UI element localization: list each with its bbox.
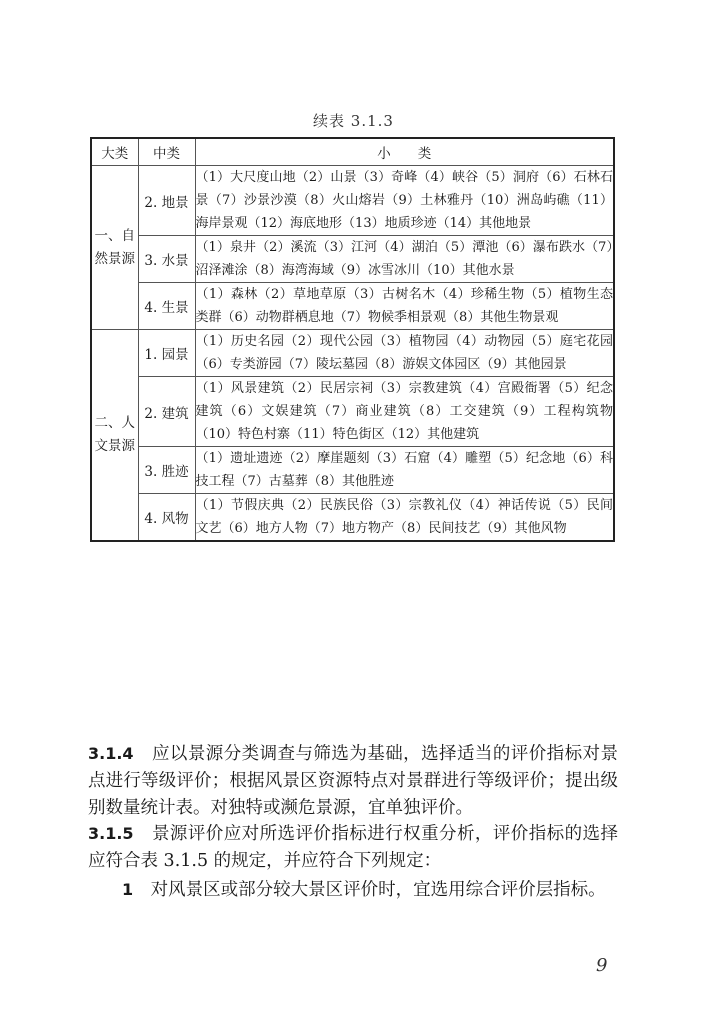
- clause-number: 3.1.5: [88, 824, 134, 843]
- header-minor: 小 类: [195, 138, 614, 166]
- minor-categories: （1）节假庆典（2）民族民俗（3）宗教礼仪（4）神话传说（5）民间文艺（6）地方人物（7）地方物产（8）民间技艺（9）其他风物: [195, 494, 614, 542]
- mid-category: 3. 胜迹: [138, 447, 195, 494]
- mid-category: 2. 建筑: [138, 377, 195, 447]
- table-row: [91, 494, 614, 542]
- major-category-natural: 一、自然景源: [91, 166, 138, 330]
- mid-category: 4. 生景: [138, 283, 195, 330]
- clause-item-1: [88, 876, 618, 904]
- clause-number: 3.1.4: [88, 744, 134, 763]
- header-mid: 中类: [138, 138, 195, 166]
- table-row: [91, 166, 614, 236]
- item-number: 1: [122, 880, 134, 899]
- minor-categories: （1）泉井（2）溪流（3）江河（4）湖泊（5）潭池（6）瀑布跌水（7）沼泽滩涂（8）海湾海域（9）冰雪冰川（10）其他水景: [195, 236, 614, 283]
- minor-categories: （1）森林（2）草地草原（3）古树名木（4）珍稀生物（5）植物生态类群（6）动物群栖息地（7）物候季相景观（8）其他生物景观: [195, 283, 614, 330]
- table-row: [91, 330, 614, 377]
- table-row: [91, 447, 614, 494]
- major-category-cultural: 二、人文景源: [91, 330, 138, 542]
- table-row: [91, 236, 614, 283]
- minor-categories: （1）历史名园（2）现代公园（3）植物园（4）动物园（5）庭宅花园（6）专类游园（7）陵坛墓园（8）游娱文体园区（9）其他园景: [195, 330, 614, 377]
- table-row: [91, 377, 614, 447]
- mid-category: 1. 园景: [138, 330, 195, 377]
- page-number: 9: [596, 955, 608, 976]
- minor-categories: （1）风景建筑（2）民居宗祠（3）宗教建筑（4）宫殿衙署（5）纪念建筑（6）文娱建筑（7）商业建筑（8）工交建筑（9）工程构筑物（10）特色村寨（11）特色街区（12）其他建筑: [195, 377, 614, 447]
- table-caption: 续表 3.1.3: [313, 112, 394, 130]
- mid-category: 3. 水景: [138, 236, 195, 283]
- clause-3-1-5: [88, 820, 618, 875]
- header-major: 大类: [91, 138, 138, 166]
- clause-text: 景源评价应对所选评价指标进行权重分析，评价指标的选择应符合表 3.1.5 的规定，并应符合下列规定：: [88, 824, 619, 871]
- minor-categories: （1）遗址遗迹（2）摩崖题刻（3）石窟（4）雕塑（5）纪念地（6）科技工程（7）古墓葬（8）其他胜迹: [195, 447, 614, 494]
- item-text: 对风景区或部分较大景区评价时，宜选用综合评价层指标。: [150, 880, 606, 900]
- clause-text: 应以景源分类调查与筛选为基础，选择适当的评价指标对景点进行等级评价；根据风景区资源特点对景群进行等级评价；提出级别数量统计表。对独特或濒危景源，宜单独评价。: [88, 744, 619, 818]
- mid-category: 2. 地景: [138, 166, 195, 236]
- clause-3-1-4: [88, 740, 618, 822]
- table-row: [91, 283, 614, 330]
- minor-categories: （1）大尺度山地（2）山景（3）奇峰（4）峡谷（5）洞府（6）石林石景（7）沙景沙漠（8）火山熔岩（9）土林雅丹（10）洲岛屿礁（11）海岸景观（12）海底地形（13）地质珍迹（14）其他地景: [195, 166, 614, 236]
- table-header-row: [91, 138, 614, 166]
- classification-table: [90, 137, 615, 542]
- mid-category: 4. 风物: [138, 494, 195, 542]
